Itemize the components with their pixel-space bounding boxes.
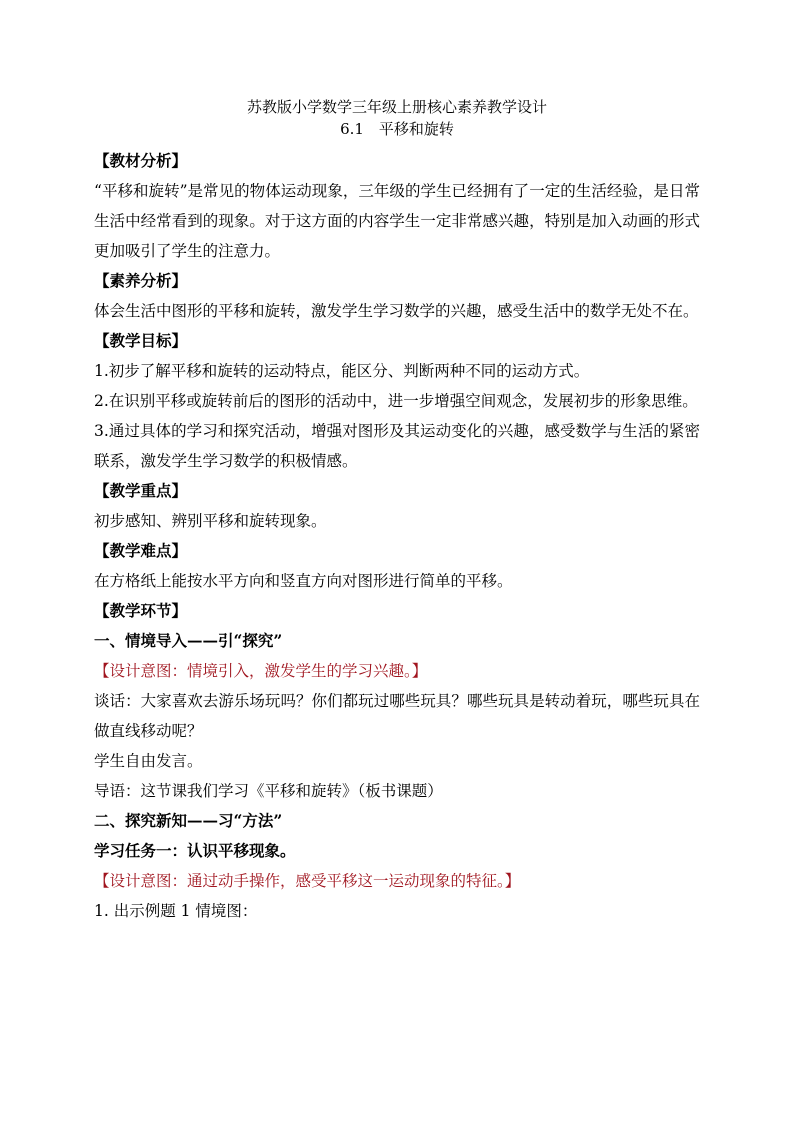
- literacy-analysis-text: 体会生活中图形的平移和旋转，激发学生学习数学的兴趣，感受生活中的数学无处不在。: [94, 302, 699, 320]
- goal-item-3: 3.通过具体的学习和探究活动，增强对图形及其运动变化的兴趣，感受数学与生活的紧密联系，激发学生学习数学的积极情感。: [94, 422, 700, 470]
- document-title: 苏教版小学数学三年级上册核心素养教学设计: [246, 98, 547, 116]
- key-points-text: 初步感知、辨别平移和旋转现象。: [94, 512, 327, 530]
- part1-guide: 导语：这节课我们学习《平移和旋转》（板书课题）: [94, 782, 443, 800]
- material-analysis-text: “平移和旋转”是常见的物体运动现象，三年级的学生已经拥有了一定的生活经验，是日常生活中经常看到的现象。对于这方面的内容学生一定非常感兴趣，特别是加入动画的形式更加吸引了学生的注意力。: [94, 182, 700, 260]
- part1-design-intent: 【设计意图：情境引入，激发学生的学习兴趣。】: [94, 662, 428, 680]
- part2-title: 二、探究新知——习“方法”: [94, 811, 283, 830]
- heading-key-points: 【教学重点】: [94, 481, 188, 500]
- part1-talk: 谈话：大家喜欢去游乐场玩吗？你们都玩过哪些玩具？哪些玩具是转动着玩，哪些玩具在做直线移动呢？: [94, 692, 700, 740]
- heading-difficulties: 【教学难点】: [94, 541, 188, 560]
- task1-design-intent: 【设计意图：通过动手操作，感受平移这一运动现象的特征。】: [94, 872, 521, 890]
- heading-literacy-analysis: 【素养分析】: [94, 271, 188, 290]
- goal-item-2: 2.在识别平移或旋转前后的图形的活动中，进一步增强空间观念，发展初步的形象思维。: [94, 392, 698, 410]
- heading-material-analysis: 【教材分析】: [94, 151, 188, 170]
- part1-free-speech: 学生自由发言。: [94, 752, 203, 770]
- task1-title: 学习任务一：认识平移现象。: [94, 841, 296, 860]
- document-subtitle: 6.1 平移和旋转: [340, 120, 454, 138]
- part1-title: 一、情境导入——引“探究”: [94, 631, 283, 650]
- goal-item-1: 1.初步了解平移和旋转的运动特点，能区分、判断两种不同的运动方式。: [94, 362, 590, 380]
- heading-teaching-process: 【教学环节】: [94, 601, 188, 620]
- document-page: [94, 96, 700, 926]
- task1-step1: 1. 出示例题 1 情境图：: [94, 902, 258, 920]
- difficulties-text: 在方格纸上能按水平方向和竖直方向对图形进行简单的平移。: [94, 572, 513, 590]
- heading-teaching-goals: 【教学目标】: [94, 331, 188, 350]
